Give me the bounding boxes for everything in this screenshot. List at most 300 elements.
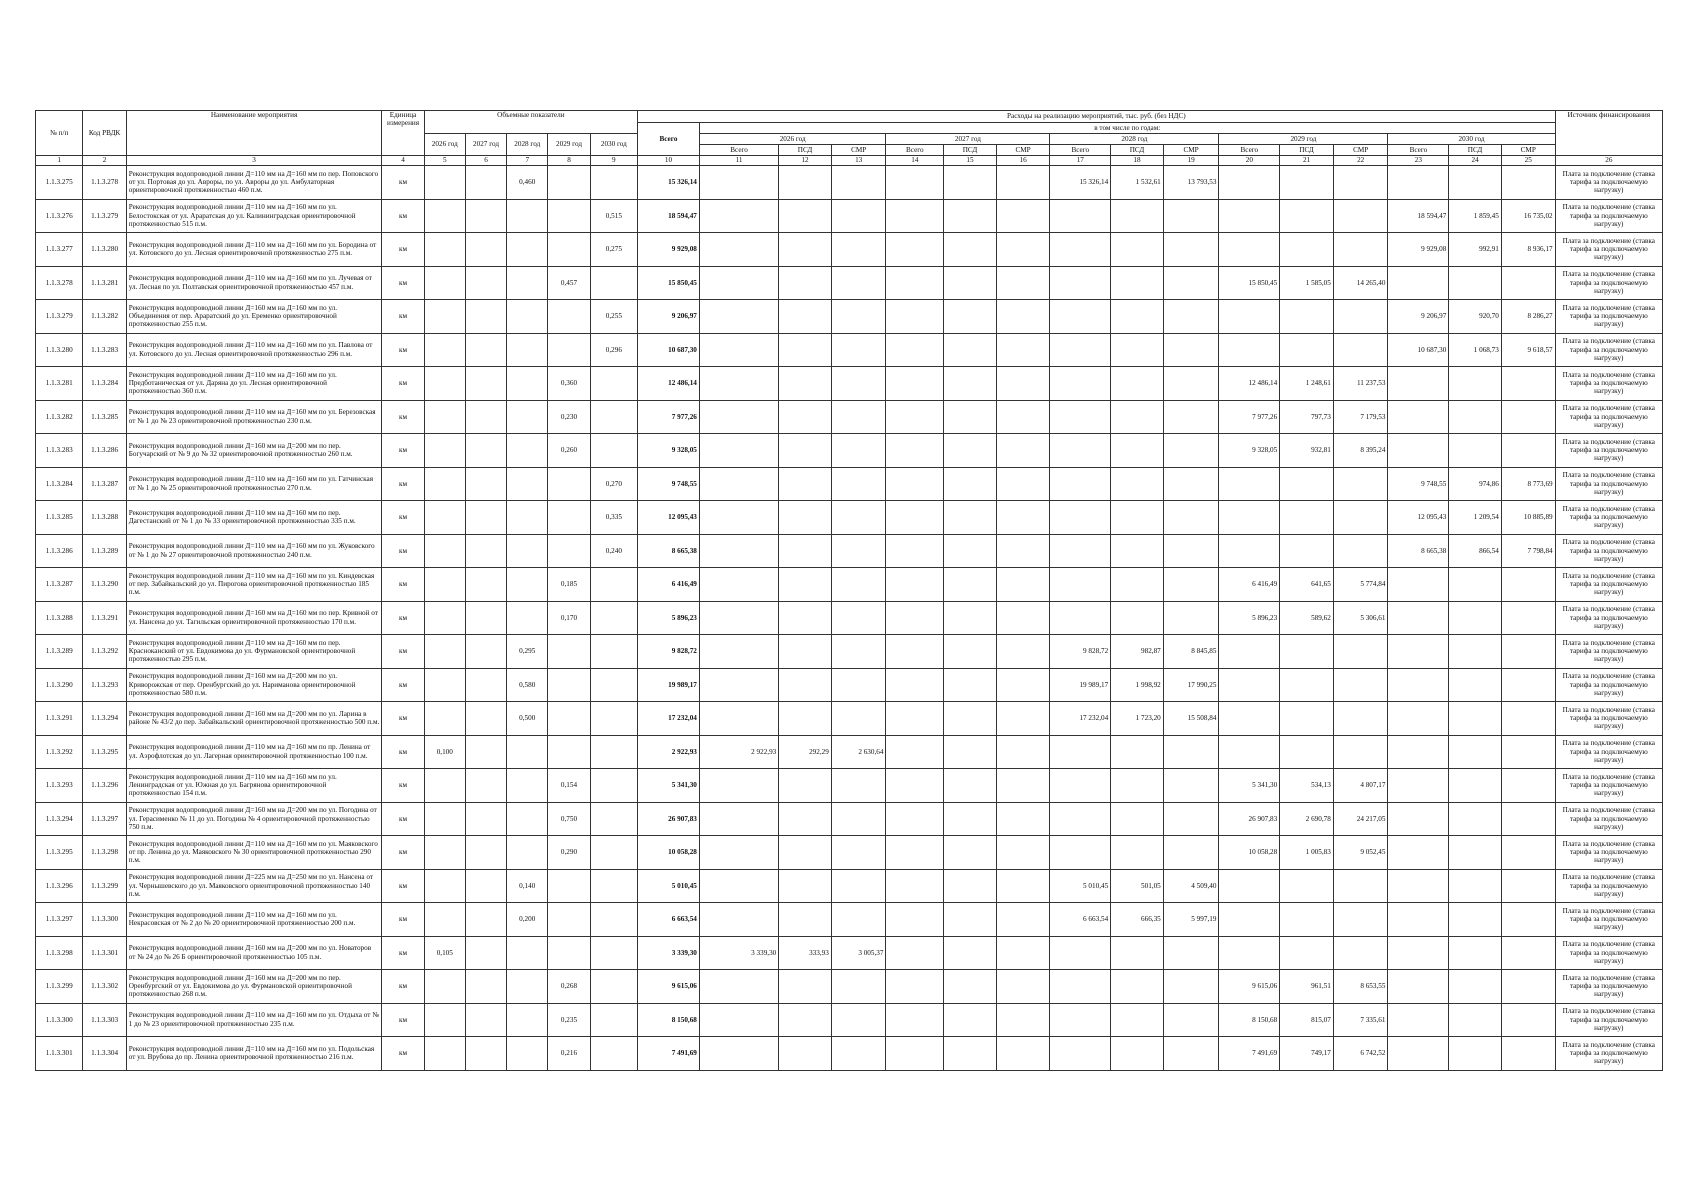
row-code: 1.1.3.282: [83, 300, 126, 334]
row-cost: [1333, 668, 1388, 702]
row-cost: [831, 702, 886, 736]
row-volume: [424, 1037, 465, 1071]
row-cost: 17 990,25: [1163, 668, 1219, 702]
row-volume: [590, 367, 637, 401]
row-unit: км: [382, 836, 424, 870]
row-cost: [996, 769, 1050, 803]
row-cost: [1333, 233, 1388, 267]
row-cost: [944, 1037, 997, 1071]
row-name: Реконструкция водопроводной линии Д=160 мм на Д=200 мм по ул. Погодина от ул. Герасименко № 11 до ул. Погодина № 4 ориентировочной протяженностью 750 п.м.: [126, 802, 382, 836]
row-source: Плата за подключение (ставка тарифа за подключаемую нагрузку): [1555, 534, 1662, 568]
row-name: Реконструкция водопроводной линии Д=110 мм на Д=160 мм по ул. Подольская от ул. Врубова до пр. Ленина ориентировочной протяженностью 216 п.м.: [126, 1037, 382, 1071]
row-cost: [1501, 266, 1555, 300]
row-code: 1.1.3.283: [83, 333, 126, 367]
row-cost: [1388, 668, 1449, 702]
row-cost: [1280, 936, 1334, 970]
column-number: 21: [1280, 156, 1334, 166]
row-unit: км: [382, 1003, 424, 1037]
row-cost: [1050, 836, 1111, 870]
row-volume: [548, 467, 590, 501]
row-cost: [1388, 970, 1449, 1004]
column-number: 23: [1388, 156, 1449, 166]
row-cost: [699, 434, 778, 468]
row-unit: км: [382, 199, 424, 233]
row-code: 1.1.3.280: [83, 233, 126, 267]
row-volume: 0,154: [548, 769, 590, 803]
row-source: Плата за подключение (ставка тарифа за подключаемую нагрузку): [1555, 903, 1662, 937]
row-volume: [507, 1003, 548, 1037]
row-cost: [996, 166, 1050, 200]
row-total: 2 922,93: [638, 735, 700, 769]
row-cost: [1333, 635, 1388, 669]
row-volume: [424, 400, 465, 434]
row-volume: [465, 233, 506, 267]
row-volume: [465, 534, 506, 568]
row-cost: 9 828,72: [1050, 635, 1111, 669]
row-cost: [1163, 970, 1219, 1004]
header-total: Всего: [638, 123, 700, 156]
row-cost: [1449, 1003, 1502, 1037]
table-row: [36, 601, 1663, 635]
row-cost: [944, 668, 997, 702]
table-row: [36, 367, 1663, 401]
row-cost: [699, 802, 778, 836]
row-volume: [548, 333, 590, 367]
row-cost: [1219, 635, 1280, 669]
row-cost: [944, 936, 997, 970]
row-cost: [1111, 1037, 1164, 1071]
row-number: 1.1.3.296: [36, 869, 83, 903]
row-cost: [1388, 869, 1449, 903]
row-cost: [699, 233, 778, 267]
row-cost: [779, 166, 832, 200]
header-cost-year: 2028 год: [1050, 134, 1219, 145]
row-unit: км: [382, 769, 424, 803]
row-volume: [465, 769, 506, 803]
table-row: [36, 333, 1663, 367]
row-cost: [886, 400, 944, 434]
row-cost: [699, 467, 778, 501]
row-cost: 12 486,14: [1219, 367, 1280, 401]
row-source: Плата за подключение (ставка тарифа за подключаемую нагрузку): [1555, 1003, 1662, 1037]
row-volume: [590, 869, 637, 903]
header-costs: Расходы на реализацию мероприятий, тыс. руб. (без НДС): [638, 111, 1556, 123]
row-cost: 7 977,26: [1219, 400, 1280, 434]
row-unit: км: [382, 869, 424, 903]
row-cost: [1388, 266, 1449, 300]
row-cost: [699, 836, 778, 870]
table-row: [36, 467, 1663, 501]
column-number: 22: [1333, 156, 1388, 166]
row-volume: [548, 300, 590, 334]
row-volume: [424, 266, 465, 300]
row-cost: [1449, 903, 1502, 937]
row-cost: 3 005,37: [831, 936, 886, 970]
row-cost: 920,70: [1449, 300, 1502, 334]
row-cost: [779, 233, 832, 267]
column-number: 25: [1501, 156, 1555, 166]
row-cost: [779, 702, 832, 736]
row-cost: [1280, 300, 1334, 334]
row-cost: [699, 702, 778, 736]
row-cost: 749,17: [1280, 1037, 1334, 1071]
row-cost: [996, 635, 1050, 669]
table-row: [36, 836, 1663, 870]
row-cost: 11 237,53: [1333, 367, 1388, 401]
row-cost: [1501, 970, 1555, 1004]
row-name: Реконструкция водопроводной линии Д=110 мм на Д=160 мм по ул. Лучевая от ул. Лесная по ул. Полтавская ориентировочной протяженностью 457 п.м.: [126, 266, 382, 300]
row-volume: [424, 333, 465, 367]
header-sub-psd: ПСД: [1280, 145, 1334, 156]
row-volume: [590, 400, 637, 434]
row-cost: [1219, 166, 1280, 200]
table-row: [36, 434, 1663, 468]
row-cost: 2 690,78: [1280, 802, 1334, 836]
column-number: 14: [886, 156, 944, 166]
row-cost: [1333, 166, 1388, 200]
header-sub-total: Всего: [886, 145, 944, 156]
row-volume: 0,460: [507, 166, 548, 200]
row-cost: [886, 702, 944, 736]
column-number: 2: [83, 156, 126, 166]
row-cost: [1163, 501, 1219, 535]
row-volume: [548, 534, 590, 568]
row-number: 1.1.3.283: [36, 434, 83, 468]
table-row: [36, 635, 1663, 669]
row-volume: [424, 802, 465, 836]
row-cost: 18 594,47: [1388, 199, 1449, 233]
row-cost: [1280, 735, 1334, 769]
row-cost: [886, 199, 944, 233]
row-cost: [886, 467, 944, 501]
row-cost: 8 395,24: [1333, 434, 1388, 468]
row-cost: [944, 467, 997, 501]
row-volume: [465, 668, 506, 702]
row-cost: [779, 300, 832, 334]
row-name: Реконструкция водопроводной линии Д=225 мм на Д=250 мм по ул. Нансена от ул. Чернышевского до ул. Маяковского ориентировочной протяженностью 140 п.м.: [126, 869, 382, 903]
header-sub-total: Всего: [1388, 145, 1449, 156]
row-unit: км: [382, 367, 424, 401]
row-total: 19 989,17: [638, 668, 700, 702]
row-total: 18 594,47: [638, 199, 700, 233]
row-cost: [1501, 568, 1555, 602]
row-source: Плата за подключение (ставка тарифа за подключаемую нагрузку): [1555, 467, 1662, 501]
row-total: 15 326,14: [638, 166, 700, 200]
row-cost: 8 936,17: [1501, 233, 1555, 267]
row-unit: км: [382, 467, 424, 501]
row-cost: [1449, 601, 1502, 635]
row-cost: [1280, 635, 1334, 669]
row-volume: [507, 333, 548, 367]
row-number: 1.1.3.298: [36, 936, 83, 970]
row-cost: 1 248,61: [1280, 367, 1334, 401]
row-cost: [886, 802, 944, 836]
row-cost: [779, 1003, 832, 1037]
row-volume: [507, 367, 548, 401]
row-code: 1.1.3.285: [83, 400, 126, 434]
row-cost: [1219, 869, 1280, 903]
row-cost: 8 653,55: [1333, 970, 1388, 1004]
row-source: Плата за подключение (ставка тарифа за подключаемую нагрузку): [1555, 166, 1662, 200]
row-cost: [1280, 233, 1334, 267]
header-vol-year: 2026 год: [424, 134, 465, 156]
row-code: 1.1.3.290: [83, 568, 126, 602]
row-cost: [1111, 601, 1164, 635]
row-unit: км: [382, 668, 424, 702]
row-number: 1.1.3.291: [36, 702, 83, 736]
row-volume: 0,335: [590, 501, 637, 535]
row-volume: [548, 903, 590, 937]
row-cost: 9 615,06: [1219, 970, 1280, 1004]
row-unit: км: [382, 233, 424, 267]
row-cost: [1050, 467, 1111, 501]
row-cost: 9 052,45: [1333, 836, 1388, 870]
row-cost: [1280, 668, 1334, 702]
row-source: Плата за подключение (ставка тарифа за подключаемую нагрузку): [1555, 233, 1662, 267]
row-cost: [1163, 400, 1219, 434]
row-volume: [465, 903, 506, 937]
column-number: 11: [699, 156, 778, 166]
column-number: 13: [831, 156, 886, 166]
row-code: 1.1.3.299: [83, 869, 126, 903]
row-cost: [1219, 936, 1280, 970]
row-cost: [996, 936, 1050, 970]
row-volume: [548, 233, 590, 267]
row-cost: [1333, 903, 1388, 937]
row-source: Плата за подключение (ставка тарифа за подключаемую нагрузку): [1555, 501, 1662, 535]
row-volume: [507, 769, 548, 803]
row-cost: 9 328,05: [1219, 434, 1280, 468]
row-cost: [779, 769, 832, 803]
row-cost: [1163, 233, 1219, 267]
row-cost: [944, 802, 997, 836]
row-cost: [1280, 199, 1334, 233]
row-cost: [1219, 300, 1280, 334]
row-cost: [886, 970, 944, 1004]
row-cost: [1501, 601, 1555, 635]
row-volume: 0,295: [507, 635, 548, 669]
row-cost: [1333, 501, 1388, 535]
row-code: 1.1.3.298: [83, 836, 126, 870]
row-number: 1.1.3.299: [36, 970, 83, 1004]
row-cost: 534,13: [1280, 769, 1334, 803]
row-cost: [1111, 970, 1164, 1004]
column-number: 17: [1050, 156, 1111, 166]
row-name: Реконструкция водопроводной линии Д=110 мм на Д=160 мм по пр. Ленина от ул. Аэрофлотская до ул. Лагерная ориентировочной протяженностью 100 п.м.: [126, 735, 382, 769]
row-number: 1.1.3.285: [36, 501, 83, 535]
row-volume: [590, 970, 637, 1004]
row-cost: [1111, 568, 1164, 602]
row-cost: [1449, 869, 1502, 903]
row-cost: 14 265,40: [1333, 266, 1388, 300]
row-volume: [424, 903, 465, 937]
row-cost: [996, 601, 1050, 635]
row-cost: [1111, 300, 1164, 334]
row-cost: [699, 601, 778, 635]
column-number: 26: [1555, 156, 1662, 166]
row-total: 3 339,30: [638, 936, 700, 970]
row-cost: [1219, 467, 1280, 501]
row-volume: [424, 534, 465, 568]
column-number: 18: [1111, 156, 1164, 166]
row-cost: [1050, 1003, 1111, 1037]
row-cost: [1050, 199, 1111, 233]
row-cost: [1501, 903, 1555, 937]
row-cost: [886, 300, 944, 334]
row-cost: [886, 534, 944, 568]
row-source: Плата за подключение (ставка тарифа за подключаемую нагрузку): [1555, 936, 1662, 970]
row-volume: 0,240: [590, 534, 637, 568]
row-cost: [944, 367, 997, 401]
row-cost: [1501, 635, 1555, 669]
row-cost: [944, 836, 997, 870]
row-cost: [996, 668, 1050, 702]
row-cost: [1050, 333, 1111, 367]
row-volume: [507, 467, 548, 501]
row-cost: 5 010,45: [1050, 869, 1111, 903]
row-cost: 5 896,23: [1219, 601, 1280, 635]
row-cost: [1449, 166, 1502, 200]
row-volume: [507, 802, 548, 836]
row-cost: [699, 501, 778, 535]
header-sub-psd: ПСД: [1111, 145, 1164, 156]
row-cost: [1050, 534, 1111, 568]
row-number: 1.1.3.294: [36, 802, 83, 836]
row-cost: 6 663,54: [1050, 903, 1111, 937]
row-cost: [886, 903, 944, 937]
row-cost: [1449, 1037, 1502, 1071]
row-volume: [507, 300, 548, 334]
row-volume: [507, 1037, 548, 1071]
row-total: 7 977,26: [638, 400, 700, 434]
row-cost: [1501, 434, 1555, 468]
row-volume: [465, 635, 506, 669]
row-cost: [996, 333, 1050, 367]
row-volume: 0,750: [548, 802, 590, 836]
table-row: [36, 735, 1663, 769]
row-volume: [424, 635, 465, 669]
row-source: Плата за подключение (ставка тарифа за подключаемую нагрузку): [1555, 869, 1662, 903]
row-volume: [424, 1003, 465, 1037]
row-cost: [1111, 1003, 1164, 1037]
row-code: 1.1.3.295: [83, 735, 126, 769]
row-cost: 974,86: [1449, 467, 1502, 501]
header-sub-total: Всего: [699, 145, 778, 156]
row-number: 1.1.3.288: [36, 601, 83, 635]
row-cost: [1111, 467, 1164, 501]
table-row: [36, 266, 1663, 300]
row-code: 1.1.3.288: [83, 501, 126, 535]
row-volume: 0,275: [590, 233, 637, 267]
row-volume: [590, 936, 637, 970]
row-volume: [507, 233, 548, 267]
row-volume: [507, 400, 548, 434]
row-code: 1.1.3.296: [83, 769, 126, 803]
row-cost: 1 068,73: [1449, 333, 1502, 367]
row-volume: [548, 936, 590, 970]
row-cost: [1050, 769, 1111, 803]
row-cost: [779, 434, 832, 468]
column-number: 10: [638, 156, 700, 166]
row-cost: 13 793,53: [1163, 166, 1219, 200]
row-volume: [465, 936, 506, 970]
row-total: 15 850,45: [638, 266, 700, 300]
row-cost: [1449, 668, 1502, 702]
row-cost: [1333, 936, 1388, 970]
row-name: Реконструкция водопроводной линии Д=160 мм на Д=200 мм по ул. Ларина в районе № 43/2 до пер. Забайкальский ориентировочной протяженностью 500 п.м.: [126, 702, 382, 736]
row-unit: км: [382, 501, 424, 535]
row-volume: [465, 367, 506, 401]
row-volume: [465, 970, 506, 1004]
row-code: 1.1.3.293: [83, 668, 126, 702]
row-cost: [1163, 1037, 1219, 1071]
row-cost: [886, 601, 944, 635]
row-cost: 1 723,20: [1111, 702, 1164, 736]
column-number: 12: [779, 156, 832, 166]
row-cost: [1333, 702, 1388, 736]
row-cost: [831, 668, 886, 702]
row-cost: [944, 601, 997, 635]
row-source: Плата за подключение (ставка тарифа за подключаемую нагрузку): [1555, 568, 1662, 602]
row-cost: 24 217,05: [1333, 802, 1388, 836]
row-volume: [590, 601, 637, 635]
row-name: Реконструкция водопроводной линии Д=110 мм на Д=160 мм по ул. Бородина от ул. Котовского до ул. Лесная ориентировочной протяженностью 275 п.м.: [126, 233, 382, 267]
header-sub-smr: СМР: [831, 145, 886, 156]
row-volume: 0,140: [507, 869, 548, 903]
row-cost: [1163, 936, 1219, 970]
row-cost: [1163, 300, 1219, 334]
row-cost: 9 929,08: [1388, 233, 1449, 267]
row-cost: [1219, 735, 1280, 769]
header-num: № п/п: [36, 111, 83, 156]
row-volume: [424, 300, 465, 334]
row-cost: [1449, 836, 1502, 870]
row-cost: [1388, 769, 1449, 803]
row-name: Реконструкция водопроводной линии Д=160 мм на Д=160 мм по пер. Кривной от ул. Нансена до ул. Тагильская ориентировочной протяженностью 170 п.м.: [126, 601, 382, 635]
row-cost: 3 339,30: [699, 936, 778, 970]
table-row: [36, 534, 1663, 568]
row-cost: [831, 467, 886, 501]
row-unit: км: [382, 903, 424, 937]
row-volume: [465, 1003, 506, 1037]
header-number-row: [36, 156, 1663, 166]
row-code: 1.1.3.301: [83, 936, 126, 970]
row-cost: [1388, 367, 1449, 401]
row-volume: [507, 568, 548, 602]
row-name: Реконструкция водопроводной линии Д=160 мм на Д=200 мм по ул. Новаторов от № 24 до № 26 Б ориентировочной протяженностью 105 п.м.: [126, 936, 382, 970]
row-total: 5 896,23: [638, 601, 700, 635]
row-name: Реконструкция водопроводной линии Д=110 мм на Д=160 мм по пер. Поповского от ул. Портовая до ул. Авроры, по ул. Авроры до ул. Амбулаторная ориентировочной протяженностью 460 п.м.: [126, 166, 382, 200]
row-cost: [779, 400, 832, 434]
row-cost: 7 335,61: [1333, 1003, 1388, 1037]
row-volume: [465, 333, 506, 367]
row-cost: 932,81: [1280, 434, 1334, 468]
row-cost: [944, 702, 997, 736]
table-row: [36, 702, 1663, 736]
row-volume: [465, 501, 506, 535]
row-cost: [1050, 601, 1111, 635]
row-volume: [507, 199, 548, 233]
table-row: [36, 501, 1663, 535]
row-cost: 2 922,93: [699, 735, 778, 769]
header-source: Источник финансирования: [1555, 111, 1662, 156]
table-row: [36, 769, 1663, 803]
row-cost: 641,65: [1280, 568, 1334, 602]
row-cost: [1501, 769, 1555, 803]
row-cost: [1111, 936, 1164, 970]
row-volume: 0,296: [590, 333, 637, 367]
row-total: 9 328,05: [638, 434, 700, 468]
